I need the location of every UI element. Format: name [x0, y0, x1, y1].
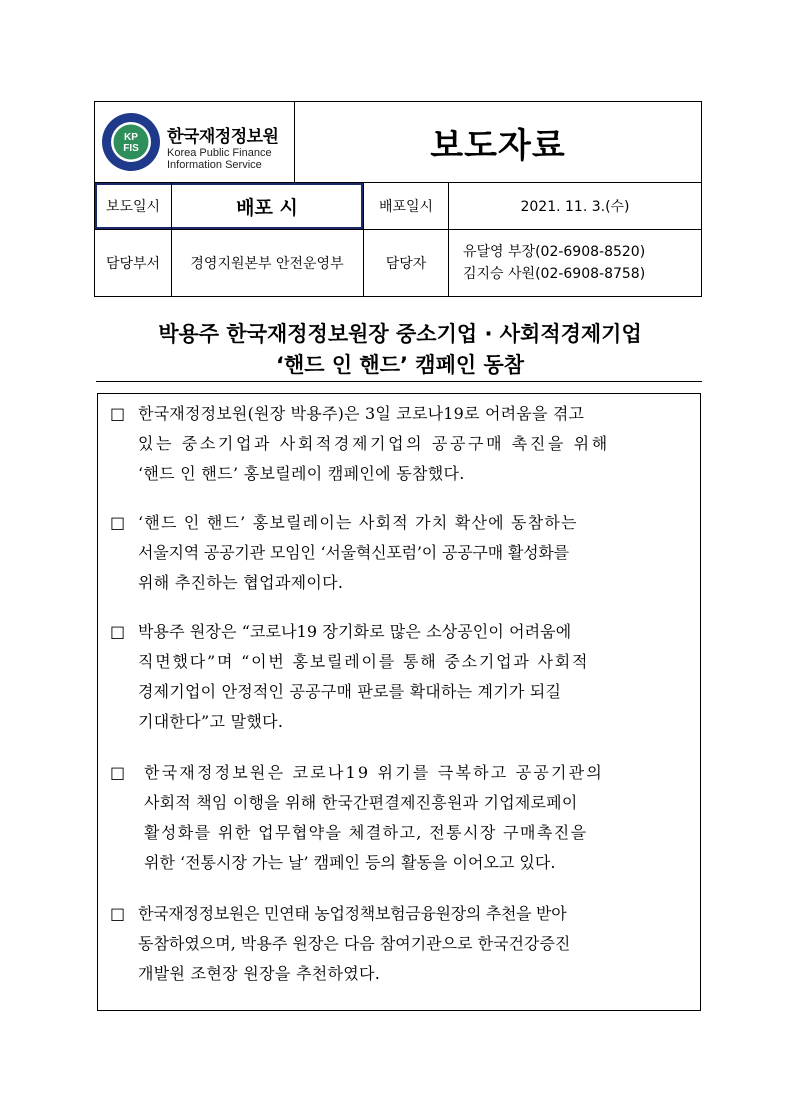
headline-divider: [96, 381, 702, 382]
checkbox-bullet-icon: □: [110, 763, 126, 782]
checkbox-bullet-icon: □: [110, 513, 126, 532]
svg-text:KP: KP: [124, 132, 138, 143]
org-name-english-line1: Korea Public Finance: [167, 147, 272, 159]
date-row: [95, 183, 701, 230]
body-paragraph: [110, 617, 698, 737]
paragraph-line: 한국재정정보원은 민연태 농업정책보험금융원장의 추천을 받아: [138, 904, 567, 923]
paragraph-line: 위해 추진하는 협업과제이다.: [138, 573, 344, 592]
body-paragraph: [110, 899, 698, 989]
header-title-row: [95, 102, 701, 183]
svg-text:FIS: FIS: [123, 143, 139, 154]
body-paragraph: [110, 758, 698, 878]
paragraph-line: 개발원 조현장 원장을 추천하였다.: [138, 964, 381, 983]
press-body: [97, 393, 701, 1011]
checkbox-bullet-icon: □: [110, 404, 126, 423]
department-value: 경영지원본부 안전운영부: [190, 256, 344, 272]
paragraph-line: 박용주 원장은 “코로나19 장기화로 많은 소상공인이 어려움에: [138, 622, 572, 641]
org-logo-block: [95, 102, 295, 182]
checkbox-bullet-icon: □: [110, 622, 126, 641]
distribution-date-label: 배포일시: [378, 199, 434, 215]
paragraph-line: ‘핸드 인 핸드’ 홍보릴레이는 사회적 가치 확산에 동참하는: [138, 513, 578, 532]
contact-row: [95, 230, 701, 296]
paragraph-line: 기대한다”고 말했다.: [138, 712, 284, 731]
paragraph-line: 위한 ‘전통시장 가는 날’ 캠페인 등의 활동을 이어오고 있다.: [144, 853, 556, 872]
body-paragraph: [110, 508, 698, 598]
paragraph-line: 활성화를 위한 업무협약을 체결하고, 전통시장 구매촉진을: [144, 823, 588, 842]
press-release-title: 보도자료: [430, 125, 566, 166]
contact-person-1: 유달영 부장(02-6908-8520): [463, 244, 646, 260]
headline-line-1: 박용주 한국재정정보원장 중소기업 · 사회적경제기업: [158, 322, 642, 346]
contact-person-list: [449, 230, 701, 296]
org-name-korean: 한국재정정보원: [167, 127, 279, 147]
report-date-value: 배포 시: [236, 196, 298, 219]
paragraph-line: 직면했다”며 “이번 홍보릴레이를 통해 중소기업과 사회적: [138, 652, 590, 671]
body-paragraph: [110, 399, 698, 489]
report-date-label: 보도일시: [105, 199, 161, 215]
paragraph-line: 사회적 책임 이행을 위해 한국간편결제진흥원과 기업제로페이: [144, 793, 578, 812]
distribution-date-value: 2021. 11. 3.(수): [520, 199, 630, 215]
contact-person-2: 김지승 사원(02-6908-8758): [463, 266, 646, 282]
paragraph-line: 한국재정정보원(원장 박용주)은 3일 코로나19로 어려움을 겪고: [138, 404, 585, 423]
headline-line-2: ‘핸드 인 핸드’ 캠페인 동참: [275, 353, 525, 377]
paragraph-line: 한국재정정보원은 코로나19 위기를 극복하고 공공기관의: [144, 763, 604, 782]
kpfis-emblem-icon: [101, 112, 161, 172]
press-release-header: [94, 101, 702, 297]
org-name-english-line2: Information Service: [167, 159, 262, 171]
paragraph-line: 경제기업이 안정적인 공공구매 판로를 확대하는 계기가 되길: [138, 682, 562, 701]
paragraph-line: 서울지역 공공기관 모임인 ‘서울혁신포럼’이 공공구매 활성화를: [138, 543, 569, 562]
paragraph-line: 동참하였으며, 박용주 원장은 다음 참여기관으로 한국건강증진: [138, 934, 571, 953]
contact-person-label: 담당자: [385, 256, 427, 272]
paragraph-line: ‘핸드 인 핸드’ 홍보릴레이 캠페인에 동참했다.: [138, 464, 465, 483]
paragraph-line: 있는 중소기업과 사회적경제기업의 공공구매 촉진을 위해: [138, 434, 610, 453]
checkbox-bullet-icon: □: [110, 904, 126, 923]
department-label: 담당부서: [105, 256, 161, 272]
